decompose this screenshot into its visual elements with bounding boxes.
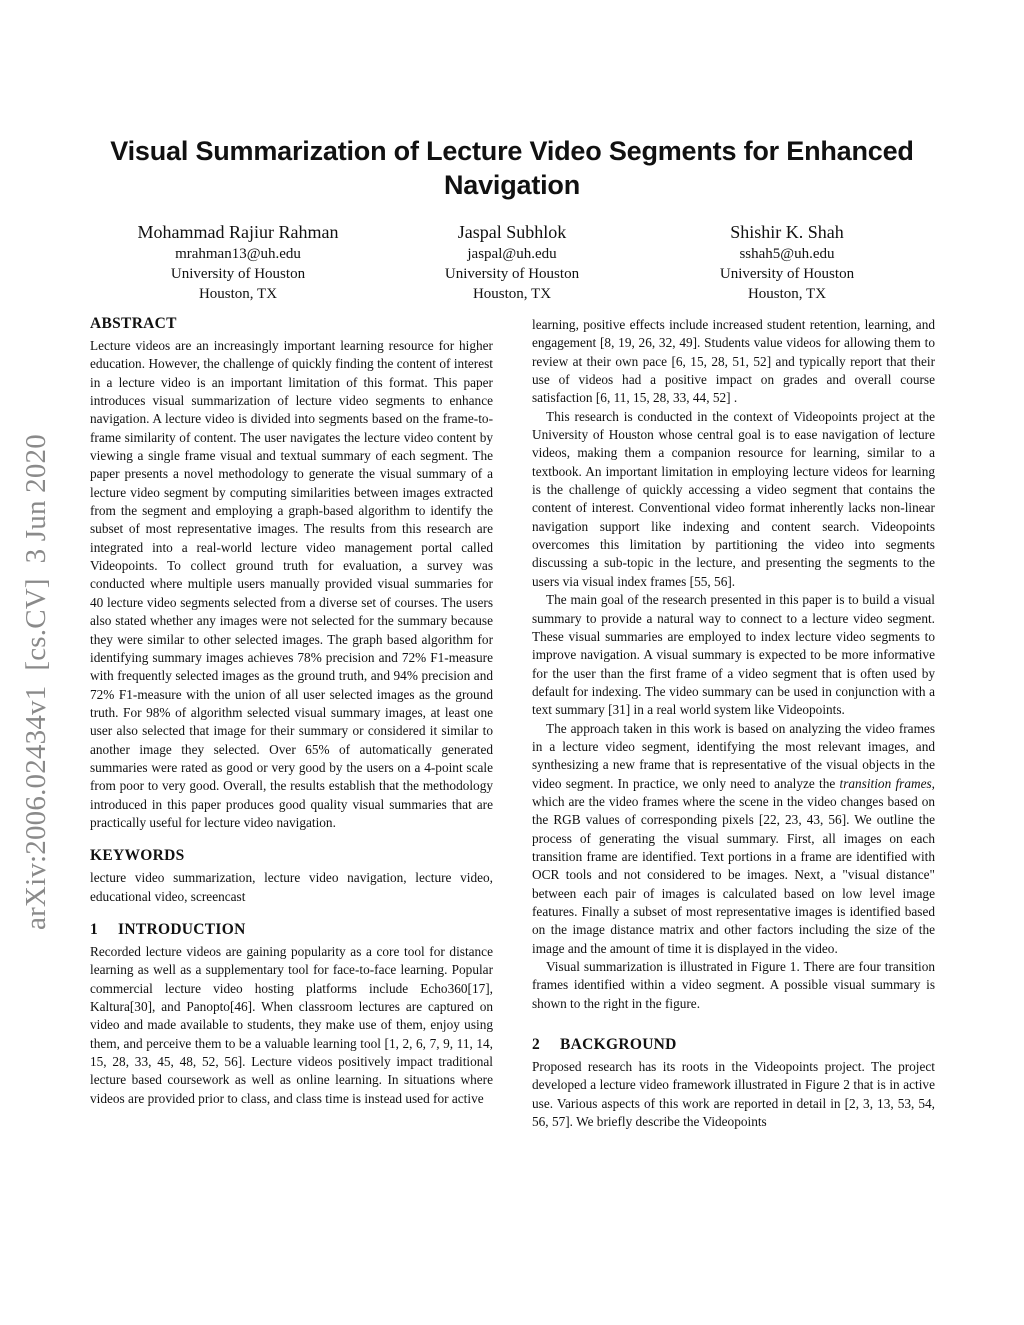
- author-email: mrahman13@uh.edu: [175, 246, 301, 262]
- intro-paragraph-1-part-2: learning, positive effects include increased student retention, learning, and engagement [8, 19, 26, 32, 49]. Students value videos for allowing them to review at their own pace [6, 15, 28, 51, 52] and typically report that their use of videos had a positive impact on grades and overall course satisfaction [6, 11, 15, 28, 33, 44, 52] .: [532, 317, 935, 406]
- text-run: The approach taken in this work is based on analyzing the video frames in a lecture video segment, identifying the most relevant images, and synthesizing a new frame that is representative of the visual objects in the video segment. In practice, we only need to analyze the: [532, 720, 935, 791]
- right-column: [532, 316, 935, 1131]
- author-email: sshah5@uh.edu: [739, 246, 835, 262]
- section-title: BACKGROUND: [560, 1036, 677, 1054]
- section-heading-introduction: [90, 920, 493, 940]
- author-name: Jaspal Subhlok: [457, 222, 567, 242]
- paper-title: Visual Summarization of Lecture Video Segments for Enhanced Navigation: [110, 136, 914, 200]
- author-3: [637, 220, 937, 304]
- author-location: Houston, TX: [198, 286, 278, 302]
- abstract-heading: ABSTRACT: [90, 315, 177, 332]
- keywords-text: lecture video summarization, lecture video navigation, lecture video, educational video, screencast: [90, 870, 493, 904]
- left-column: [90, 314, 493, 1108]
- section-number: 1: [90, 920, 99, 938]
- author-email: jaspal@uh.edu: [467, 246, 557, 262]
- section-number: 2: [532, 1036, 541, 1054]
- abstract-text: Lecture videos are an increasingly important learning resource for higher education. However, the challenge of quickly finding the content of interest in a lecture video is an important limitation of this format. This paper introduces visual summarization of lecture video segments to enhance navigation. A lecture video is divided into segments based on the frame-to-frame similarity of content. The user navigates the lecture video content by viewing a single frame visual and textual summary of each segment. The paper presents a novel methodology to generate the visual summary of a lecture video segment by computing similarities between images extracted from the segment and employing a graph-based algorithm to identify the subset of most representative images. The results from this research are integrated into a real-world lecture video management portal called Videopoints. To collect ground truth for evaluation, a survey was conducted where multiple users manually provided visual summaries for 40 lecture video segments selected from a diverse set of courses. The users also stated whether any images were not selected for the summary because they were similar to other selected images. The graph based algorithm for identifying summary images achieves 78% precision and 72% F1-measure with frequently selected images as the ground truth, and 94% precision and 72% F1-measure with the union of all user selected images as the ground truth. For 98% of algorithm selected visual summary images, at least one user also selected that image for their summary or considered it similar to another image they selected. Over 65% of automatically generated summaries were rated as good or very good by the users on a 4-point scale from poor to very good. Overall, the results establish that the methodology introduced in this paper produces good quality visual summaries that are practically useful for lecture video navigation.: [90, 338, 493, 830]
- section-heading-background: [532, 1035, 935, 1055]
- author-affiliation: University of Houston: [719, 266, 855, 282]
- intro-paragraph-2: This research is conducted in the context of Videopoints project at the University of Houston whose central goal is to ease navigation of lecture videos, making them a companion resource for learning, similar to a textbook. An important limitation in employing lecture videos for learning is the challenge of quickly accessing a video segment that contains the content of interest. Conventional video format inherently lacks non-linear navigation support like indexing and content search. Videopoints overcomes this limitation by partitioning the video into segments discussing a sub-topic in the lecture, and presenting the segments to the users via visual index frames [55, 56].: [532, 408, 935, 589]
- italic-term: transition frames: [839, 775, 932, 791]
- keywords-heading: KEYWORDS: [90, 847, 185, 865]
- intro-paragraph-1-part-1: Recorded lecture videos are gaining popularity as a core tool for distance learning as well as a supplementary tool for face-to-face learning. Popular commercial lecture video hosting platforms include Echo360[17], Kaltura[30], and Panopto[46]. When classroom lectures are captured on video and made available to students, they make use of them, enjoy using them, and perceive them to be a valuable learning tool [1, 2, 6, 7, 9, 11, 14, 15, 28, 33, 45, 48, 52, 56]. Lecture videos positively impact traditional lecture based coursework as well as online learning. In situations where videos are provided prior to class, and class time is instead used for active: [90, 943, 493, 1106]
- intro-paragraph-3: The main goal of the research presented in this paper is to build a visual summary to provide a natural way to connect to a lecture video segment. These visual summaries are employed to index lecture video segments to improve navigation. A visual summary is expected to be more informative for the user than the first frame of a video segment that is often used by default for indexing. The video summary can be used in conjunction with a text summary [31] in a real world system like Videopoints.: [532, 592, 935, 718]
- section-title: INTRODUCTION: [118, 920, 246, 938]
- author-2: [362, 220, 662, 304]
- intro-paragraph-5: Visual summarization is illustrated in Figure 1. There are four transition frames identified within a video segment. A possible visual summary is shown to the right in the figure.: [532, 959, 935, 1011]
- text-run: , which are the video frames where the scene in the video changes based on the RGB values of corresponding pixels [22, 23, 43, 56]. We outline the process of generating the visual summary. First, all images on each transition frame are identified. Text portions in a frame are identified with OCR tools and not considered to be images. Next, a "visual distance" between each pair of images is calculated based on low level image features. Finally a subset of most representative images is identified based on the image distance matrix and other factors including the size of the image and the amount of time it is displayed in the video.: [532, 775, 935, 956]
- author-name: Mohammad Rajiur Rahman: [137, 222, 339, 242]
- author-name: Shishir K. Shah: [730, 222, 844, 242]
- author-affiliation: University of Houston: [170, 266, 306, 282]
- author-location: Houston, TX: [747, 286, 827, 302]
- background-paragraph-1: Proposed research has its roots in the Videopoints project. The project developed a lecture video framework illustrated in Figure 2 that is in active use. Various aspects of this work are reported in detail in [2, 3, 13, 53, 54, 56, 57]. We briefly describe the Videopoints: [532, 1059, 935, 1130]
- author-location: Houston, TX: [472, 286, 552, 302]
- author-1: [88, 220, 388, 304]
- intro-paragraph-4: [532, 720, 935, 958]
- author-affiliation: University of Houston: [444, 266, 580, 282]
- arxiv-stamp: arXiv:2006.02434v1 [cs.CV] 3 Jun 2020: [20, 434, 52, 930]
